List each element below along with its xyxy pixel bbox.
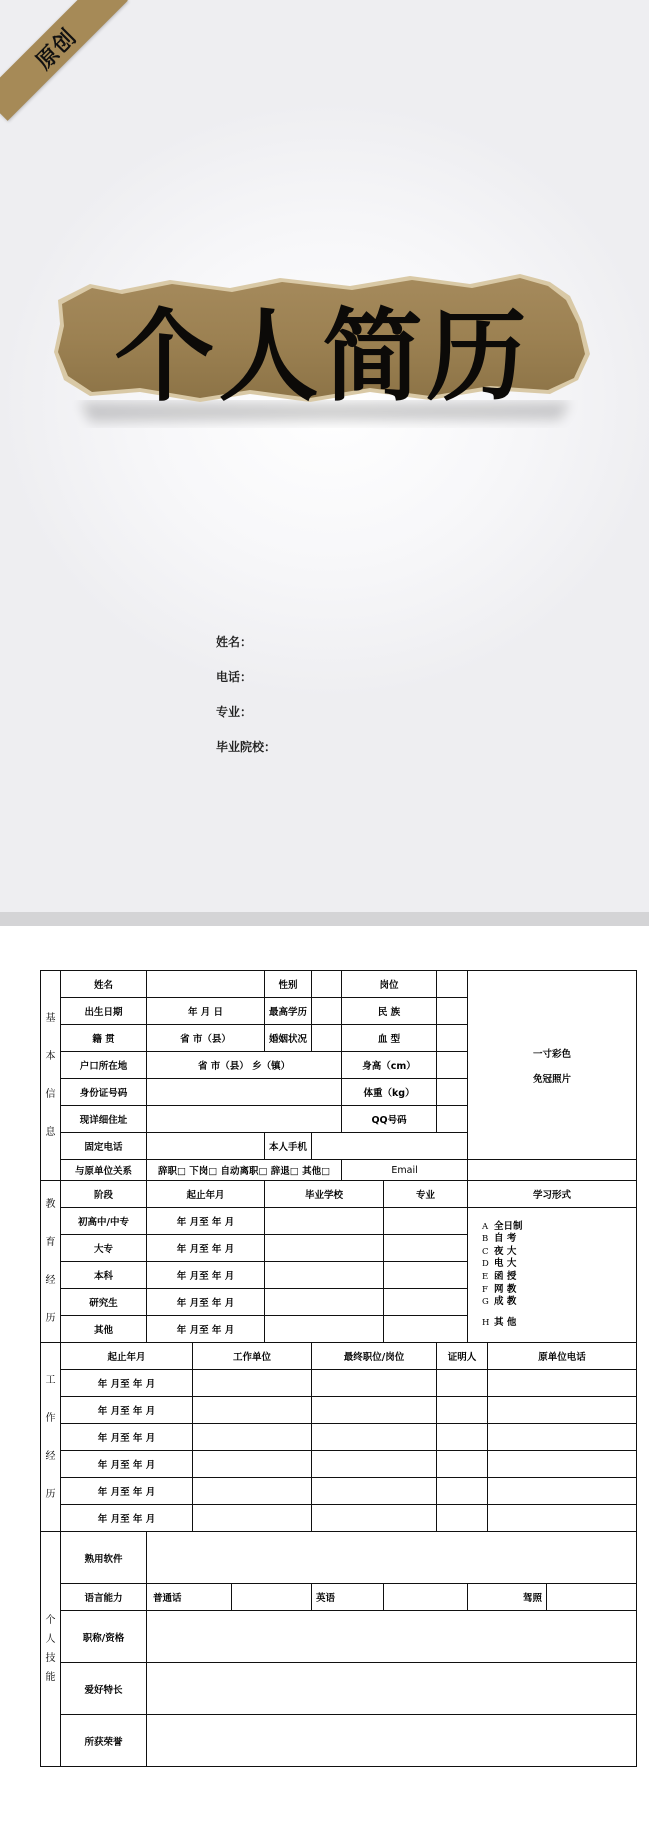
hobbies-label: 爱好特长 [61, 1663, 147, 1715]
qualification-field[interactable] [147, 1611, 637, 1663]
edu-stage: 其他 [61, 1316, 147, 1343]
work-phone-field[interactable] [488, 1505, 637, 1532]
work-header-company: 工作单位 [193, 1343, 312, 1370]
work-company-field[interactable] [193, 1424, 312, 1451]
native-place-label: 籍 贯 [61, 1025, 147, 1052]
name-field[interactable] [147, 971, 265, 998]
weight-field[interactable] [437, 1079, 468, 1106]
height-label: 身高（cm） [342, 1052, 437, 1079]
work-title-field[interactable] [312, 1505, 437, 1532]
education-level-field[interactable] [312, 998, 342, 1025]
mobile-field[interactable] [312, 1133, 468, 1160]
english-field[interactable] [384, 1584, 468, 1611]
address-label: 现详细住址 [61, 1106, 147, 1133]
work-period[interactable]: 年 月至 年 月 [61, 1370, 193, 1397]
work-category: 工 作 经 历 [41, 1343, 61, 1532]
work-phone-field[interactable] [488, 1424, 637, 1451]
honors-field[interactable] [147, 1715, 637, 1767]
edu-major-field[interactable] [384, 1316, 468, 1343]
edu-period[interactable]: 年 月至 年 月 [147, 1289, 265, 1316]
honors-label: 所获荣誉 [61, 1715, 147, 1767]
blood-type-field[interactable] [437, 1025, 468, 1052]
id-card-field[interactable] [147, 1079, 342, 1106]
education-level-label: 最高学历 [265, 998, 312, 1025]
edu-major-field[interactable] [384, 1208, 468, 1235]
edu-school-field[interactable] [265, 1235, 384, 1262]
edu-major-field[interactable] [384, 1262, 468, 1289]
hukou-field[interactable]: 省 市（县） 乡（镇） [147, 1052, 342, 1079]
cover-name-label: 姓名： [216, 635, 253, 649]
work-company-field[interactable] [193, 1451, 312, 1478]
resume-form-table [40, 970, 637, 1767]
mandarin-label: 普通话 [147, 1584, 232, 1611]
work-phone-field[interactable] [488, 1451, 637, 1478]
photo-box[interactable]: 一寸彩色 免冠照片 [468, 971, 637, 1160]
edu-stage: 大专 [61, 1235, 147, 1262]
work-header-period: 起止年月 [61, 1343, 193, 1370]
cover-page [0, 0, 649, 912]
study-form-options[interactable]: A 全日制 B 自 考 C 夜 大 D 电 大 E 函 授 F 网 教 G 成 教 H 其 他 [468, 1208, 637, 1343]
name-label: 姓名 [61, 971, 147, 998]
basic-info-category: 基 本 信 息 [41, 971, 61, 1181]
hobbies-field[interactable] [147, 1663, 637, 1715]
education-category: 教 育 经 历 [41, 1181, 61, 1343]
edu-school-field[interactable] [265, 1316, 384, 1343]
work-referee-field[interactable] [437, 1370, 488, 1397]
gender-field[interactable] [312, 971, 342, 998]
qq-field[interactable] [437, 1106, 468, 1133]
edu-header-stage: 阶段 [61, 1181, 147, 1208]
edu-stage: 研究生 [61, 1289, 147, 1316]
cover-school-label: 毕业院校： [216, 740, 277, 754]
edu-header-form: 学习形式 [468, 1181, 637, 1208]
edu-school-field[interactable] [265, 1208, 384, 1235]
blood-type-label: 血 型 [342, 1025, 437, 1052]
marital-field[interactable] [312, 1025, 342, 1052]
relation-label: 与原单位关系 [61, 1160, 147, 1181]
work-period[interactable]: 年 月至 年 月 [61, 1451, 193, 1478]
mandarin-field[interactable] [232, 1584, 312, 1611]
phone-label: 固定电话 [61, 1133, 147, 1160]
edu-stage: 本科 [61, 1262, 147, 1289]
work-phone-field[interactable] [488, 1370, 637, 1397]
mobile-label: 本人手机 [265, 1133, 312, 1160]
work-period[interactable]: 年 月至 年 月 [61, 1424, 193, 1451]
work-phone-field[interactable] [488, 1397, 637, 1424]
skills-category: 个 人 技 能 [41, 1532, 61, 1767]
birth-date-field[interactable]: 年 月 日 [147, 998, 265, 1025]
original-badge: 原创 [0, 0, 128, 121]
qualification-label: 职称/资格 [61, 1611, 147, 1663]
work-referee-field[interactable] [437, 1397, 488, 1424]
work-period[interactable]: 年 月至 年 月 [61, 1478, 193, 1505]
work-referee-field[interactable] [437, 1451, 488, 1478]
work-company-field[interactable] [193, 1478, 312, 1505]
height-field[interactable] [437, 1052, 468, 1079]
cover-phone-label: 电话： [216, 670, 253, 684]
birth-date-label: 出生日期 [61, 998, 147, 1025]
edu-school-field[interactable] [265, 1262, 384, 1289]
work-title-field[interactable] [312, 1451, 437, 1478]
edu-period[interactable]: 年 月至 年 月 [147, 1316, 265, 1343]
work-title-field[interactable] [312, 1478, 437, 1505]
edu-period[interactable]: 年 月至 年 月 [147, 1208, 265, 1235]
position-label: 岗位 [342, 971, 437, 998]
work-referee-field[interactable] [437, 1505, 488, 1532]
driving-license-label: 驾照 [468, 1584, 547, 1611]
work-title-field[interactable] [312, 1370, 437, 1397]
software-label: 熟用软件 [61, 1532, 147, 1584]
work-phone-field[interactable] [488, 1478, 637, 1505]
qq-label: QQ号码 [342, 1106, 437, 1133]
page-divider [0, 912, 649, 926]
relation-options[interactable]: 辞职□ 下岗□ 自动离职□ 辞退□ 其他□ [147, 1160, 342, 1181]
cover-major-label: 专业： [216, 705, 253, 719]
edu-header-period: 起止年月 [147, 1181, 265, 1208]
work-referee-field[interactable] [437, 1478, 488, 1505]
work-header-title: 最终职位/岗位 [312, 1343, 437, 1370]
english-label: 英语 [312, 1584, 384, 1611]
work-title-field[interactable] [312, 1397, 437, 1424]
edu-major-field[interactable] [384, 1289, 468, 1316]
phone-field[interactable] [147, 1133, 265, 1160]
work-header-referee: 证明人 [437, 1343, 488, 1370]
gender-label: 性别 [265, 971, 312, 998]
edu-period[interactable]: 年 月至 年 月 [147, 1235, 265, 1262]
language-label: 语言能力 [61, 1584, 147, 1611]
weight-label: 体重（kg） [342, 1079, 437, 1106]
ethnicity-label: 民 族 [342, 998, 437, 1025]
position-field[interactable] [437, 971, 468, 998]
resume-form-page [0, 926, 649, 1844]
work-company-field[interactable] [193, 1397, 312, 1424]
edu-header-major: 专业 [384, 1181, 468, 1208]
edu-school-field[interactable] [265, 1289, 384, 1316]
work-period[interactable]: 年 月至 年 月 [61, 1505, 193, 1532]
marital-label: 婚姻状况 [265, 1025, 312, 1052]
edu-stage: 初高中/中专 [61, 1208, 147, 1235]
id-card-label: 身份证号码 [61, 1079, 147, 1106]
ethnicity-field[interactable] [437, 998, 468, 1025]
email-field[interactable] [468, 1160, 637, 1181]
work-period[interactable]: 年 月至 年 月 [61, 1397, 193, 1424]
email-label: Email [342, 1160, 468, 1181]
hukou-label: 户口所在地 [61, 1052, 147, 1079]
work-company-field[interactable] [193, 1505, 312, 1532]
native-place-field[interactable]: 省 市（县） [147, 1025, 265, 1052]
work-title-field[interactable] [312, 1424, 437, 1451]
edu-period[interactable]: 年 月至 年 月 [147, 1262, 265, 1289]
driving-license-field[interactable] [547, 1584, 637, 1611]
address-field[interactable] [147, 1106, 342, 1133]
work-company-field[interactable] [193, 1370, 312, 1397]
edu-header-school: 毕业学校 [265, 1181, 384, 1208]
work-header-phone: 原单位电话 [488, 1343, 637, 1370]
software-field[interactable] [147, 1532, 637, 1584]
work-referee-field[interactable] [437, 1424, 488, 1451]
edu-major-field[interactable] [384, 1235, 468, 1262]
resume-title: 个人简历 [114, 298, 531, 415]
